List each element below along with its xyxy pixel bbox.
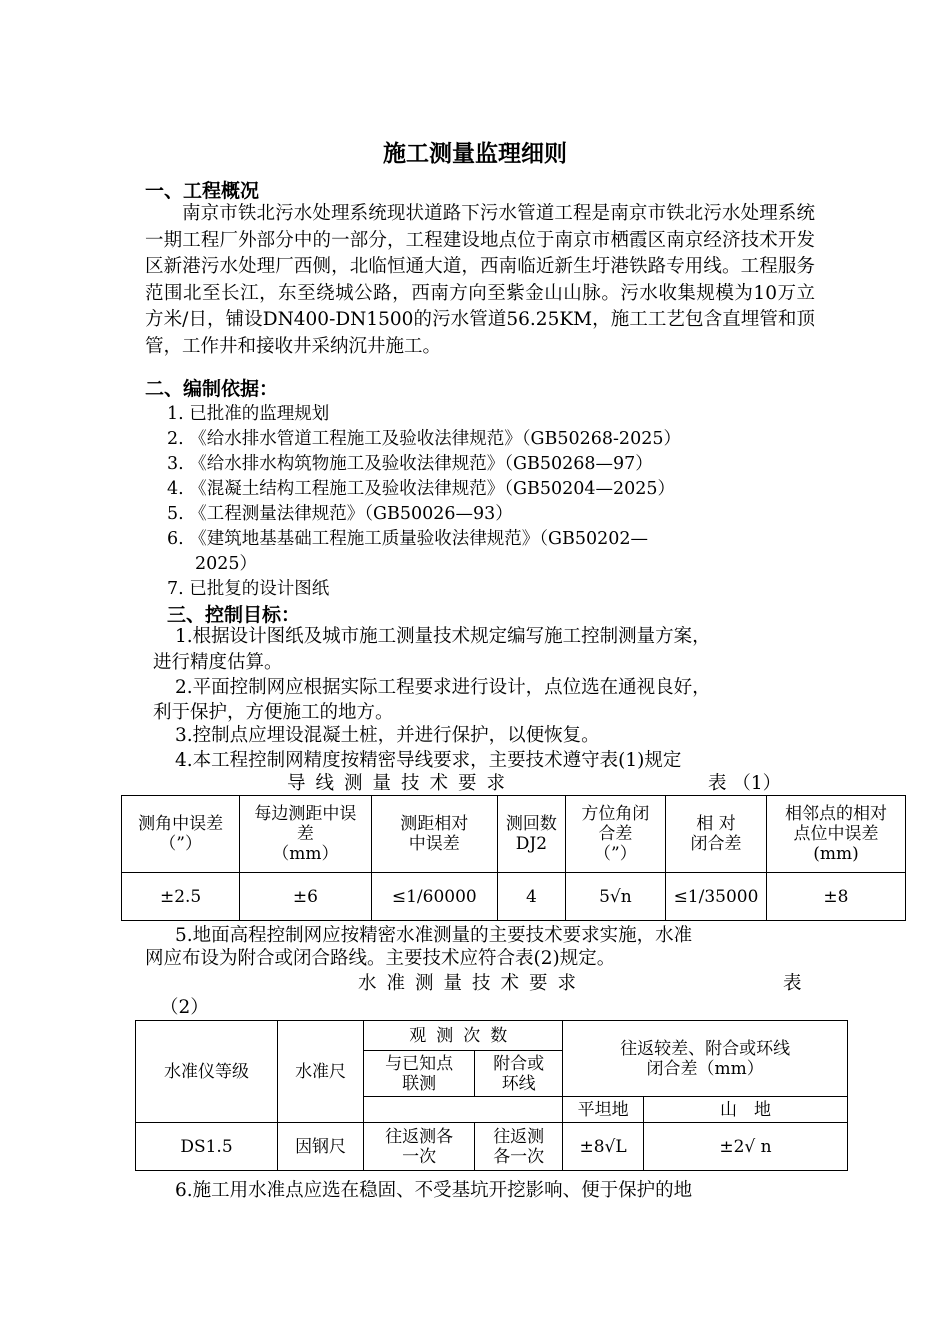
table2-label: 表 [783,973,802,994]
goal-item-2-cont: 利于保护，方便施工的地方。 [153,702,394,723]
t1-header-relative-error: 测距相对 中误差 [371,796,498,873]
basis-item-4: 4. 《混凝土结构工程施工及验收法律规范》（GB50204—2025） [167,479,676,499]
table1-caption: 导线测量技术要求 [287,773,516,794]
basis-item-2: 2. 《给水排水管道工程施工及验收法律规范》（GB50268-2025） [167,429,681,449]
basis-item-3: 3. 《给水排水构筑物施工及验收法律规范》（GB50268—97） [167,454,653,474]
basis-item-6: 6. 《建筑地基基础工程施工质量验收法律规范》（GB50202— [167,529,649,549]
table2-label-number: （2） [160,997,209,1018]
basis-item-6-cont: 2025） [195,554,258,574]
t1-cell-distance-error: ±6 [240,873,371,921]
table-leveling-requirements [135,1020,848,1171]
t2-header-flat: 平坦地 [563,1097,644,1123]
table2-header-row-1 [136,1021,848,1051]
goal-item-1-cont: 进行精度估算。 [153,652,283,673]
section3-heading: 三、控制目标： [167,604,301,626]
document-title: 施工测量监理细则 [383,141,567,167]
t2-cell-loop: 往返测 各一次 [475,1123,563,1171]
t2-header-known-point: 与已知点 联测 [364,1051,475,1097]
goal-item-3: 3.控制点应埋设混凝土桩，并进行保护，以便恢复。 [175,725,600,746]
goal-item-1: 1.根据设计图纸及城市施工测量技术规定编写施工控制测量方案， [175,626,711,647]
table1-header-row [122,796,906,873]
t2-header-rod: 水准尺 [277,1021,363,1123]
t2-header-observation-count: 观测次数 [364,1021,563,1051]
t1-cell-azimuth-closure: 5√n [565,873,665,921]
t1-cell-relative-closure: ≤1/35000 [666,873,767,921]
basis-item-1: 1. 已批准的监理规划 [167,404,330,424]
table2-caption: 水准测量技术要求 [358,973,587,994]
t2-cell-level-grade: DS1.5 [136,1123,278,1171]
section1-paragraph: 南京市铁北污水处理系统现状道路下污水管道工程是南京市铁北污水处理系统一期工程厂外部分中的一部分，工程建设地点位于南京市栖霞区南京经济技术开发区新港污水处理厂西侧，北临恒通大道，西南临近新生圩港铁路专用线。工程服务范围北至长江，东至绕城公路，西南方向至紫金山山脉。污水收集规模为10万立方米/日，铺设DN400-DN1500的污水管道56.25KM，施工工艺包含直埋管和顶管，工作井和接收井采纳沉井施工。 [145,203,815,357]
t1-header-angle-error: 测角中误差 （”） [122,796,240,873]
t2-cell-known-point: 往返测各 一次 [364,1123,475,1171]
t2-header-level-grade: 水准仪等级 [136,1021,278,1123]
t2-cell-mountain: ±2√ n [643,1123,847,1171]
basis-item-7: 7. 已批复的设计图纸 [167,579,330,599]
section2-heading: 二、编制依据： [145,378,279,400]
t2-header-mountain: 山 地 [643,1097,847,1123]
t2-cell-flat: ±8√L [563,1123,644,1171]
table1-data-row [122,873,906,921]
t1-header-distance-error: 每边测距中误 差 （mm） [240,796,371,873]
goal-item-5-cont: 网应布设为附合或闭合路线。主要技术应符合表(2)规定。 [145,948,616,969]
t2-header-closure-difference: 往返较差、附合或环线 闭合差（mm） [563,1021,848,1097]
section1-heading: 一、工程概况 [145,180,260,202]
t1-cell-rounds: 4 [498,873,566,921]
goal-item-6: 6.施工用水准点应选在稳固、不受基坑开挖影响、便于保护的地 [175,1180,693,1201]
t2-header-obs-sub [364,1097,563,1123]
t1-header-rounds: 测回数 DJ2 [498,796,566,873]
table1-label: 表 （1） [708,773,782,794]
goal-item-4: 4.本工程控制网精度按精密导线要求，主要技术遵守表(1)规定 [175,750,682,771]
t2-cell-rod: 因钢尺 [277,1123,363,1171]
table2-data-row [136,1123,848,1171]
t1-cell-angle-error: ±2.5 [122,873,240,921]
t1-header-relative-closure: 相 对 闭合差 [666,796,767,873]
goal-item-2: 2.平面控制网应根据实际工程要求进行设计，点位选在通视良好， [175,677,711,698]
table-traverse-requirements [121,795,906,921]
t1-header-adjacent-point-error: 相邻点的相对 点位中误差 (mm) [766,796,905,873]
basis-item-5: 5. 《工程测量法律规范》（GB50026—93） [167,504,513,524]
t1-header-azimuth-closure: 方位角闭 合差 （”） [565,796,665,873]
goal-item-5: 5.地面高程控制网应按精密水准测量的主要技术要求实施，水准 [175,925,693,946]
t2-header-loop: 附合或 环线 [475,1051,563,1097]
t1-cell-relative-error: ≤1/60000 [371,873,498,921]
t1-cell-adjacent-point-error: ±8 [766,873,905,921]
